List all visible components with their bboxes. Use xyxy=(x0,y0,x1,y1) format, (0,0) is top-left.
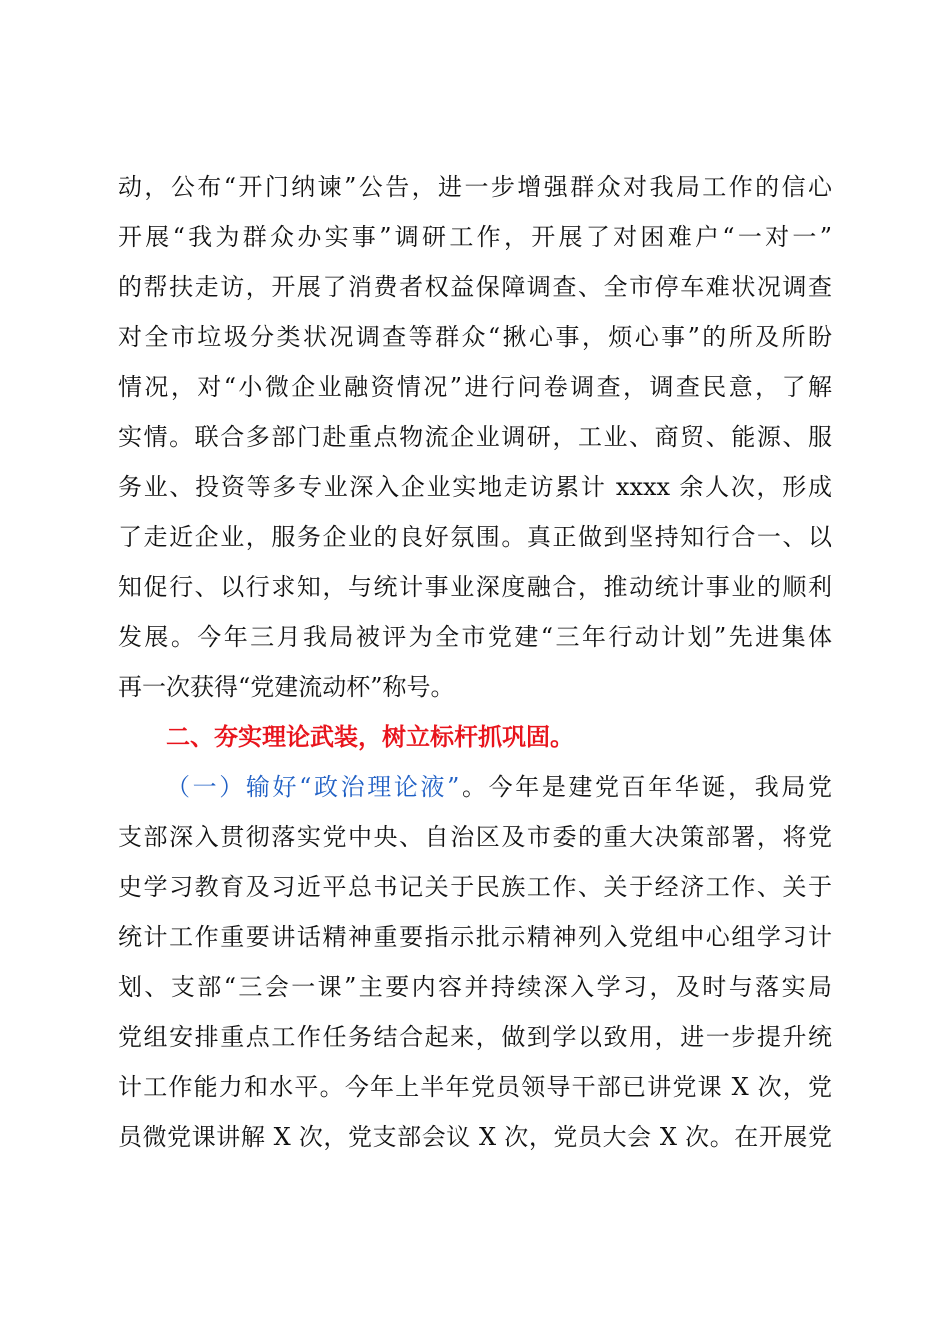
paragraph-line: 统计工作重要讲话精神重要指示批示精神列入党组中心组学习计 xyxy=(118,923,832,951)
paragraph-text: 。今年是建党百年华诞，我局党 xyxy=(459,773,832,801)
paragraph-line: 务业、投资等多专业深入企业实地走访累计 xxxx 余人次，形成 xyxy=(118,473,832,501)
paragraph-line: 对全市垃圾分类状况调查等群众“揪心事，烦心事”的所及所盼 xyxy=(118,323,832,351)
paragraph-line: 动，公布“开门纳谏”公告，进一步增强群众对我局工作的信心 xyxy=(118,173,832,201)
paragraph-line: 员微党课讲解 X 次，党支部会议 X 次，党员大会 X 次。在开展党 xyxy=(118,1123,832,1151)
paragraph-line: 情况，对“小微企业融资情况”进行问卷调查，调查民意，了解 xyxy=(118,373,832,401)
paragraph-line: 史学习教育及习近平总书记关于民族工作、关于经济工作、关于 xyxy=(118,873,832,901)
paragraph-line: 了走近企业，服务企业的良好氛围。真正做到坚持知行合一、以 xyxy=(118,523,832,551)
paragraph-line: 开展“我为群众办实事”调研工作，开展了对困难户“一对一” xyxy=(118,223,832,251)
paragraph-line: 的帮扶走访，开展了消费者权益保障调查、全市停车难状况调查 xyxy=(118,273,832,301)
subheading: （一）输好“政治理论液” xyxy=(166,773,460,801)
paragraph-line: 党组安排重点工作任务结合起来，做到学以致用，进一步提升统 xyxy=(118,1023,832,1051)
paragraph-line: 计工作能力和水平。今年上半年党员领导干部已讲党课 X 次，党 xyxy=(118,1073,832,1101)
paragraph-line: 支部深入贯彻落实党中央、自治区及市委的重大决策部署，将党 xyxy=(118,823,832,851)
subheading-line xyxy=(166,767,832,807)
section-heading: 二、夯实理论武装，树立标杆抓巩固。 xyxy=(166,723,574,751)
paragraph-line: 划、支部“三会一课”主要内容并持续深入学习，及时与落实局 xyxy=(118,973,832,1001)
paragraph-line: 发展。今年三月我局被评为全市党建“三年行动计划”先进集体 xyxy=(118,623,832,651)
paragraph-line: 知促行、以行求知，与统计事业深度融合，推动统计事业的顺利 xyxy=(118,573,832,601)
paragraph-line: 实情。联合多部门赴重点物流企业调研，工业、商贸、能源、服 xyxy=(118,423,832,451)
paragraph-line: 再一次获得“党建流动杯”称号。 xyxy=(118,673,455,701)
